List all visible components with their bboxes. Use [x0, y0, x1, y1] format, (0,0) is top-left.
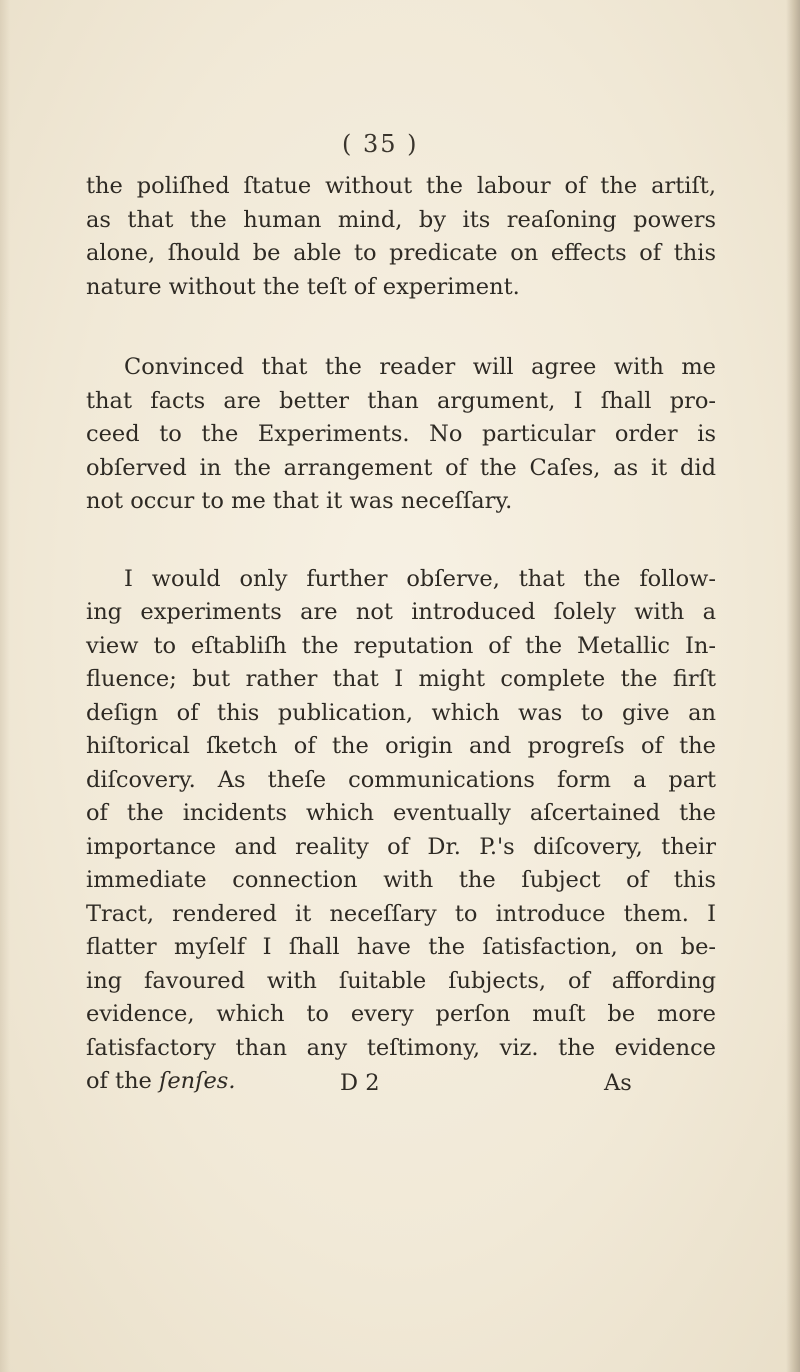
text-line: Tract, rendered it neceſſary to introduce them. I [86, 900, 716, 927]
text-line: Convinced that the reader will agree with me [124, 354, 716, 380]
text-line: alone, ſhould be able to predicate on effects of this [86, 240, 716, 266]
text-line: immediate connection with the ſubject of this [86, 867, 716, 893]
paragraph-spacer [86, 304, 716, 351]
paragraph-spacer [86, 519, 716, 563]
text-line: hiſtorical ſketch of the origin and progreſs of the [86, 733, 716, 759]
text-line: ing experiments are not introduced ſolely with a [86, 599, 716, 625]
text-line: diſcovery. As theſe communications form a part [86, 766, 716, 793]
body-text [86, 170, 716, 1099]
final-line-prefix: of the [86, 1068, 160, 1094]
text-line: the poliſhed ſtatue without the labour of the artiſt, [86, 173, 716, 199]
paragraph-3 [86, 563, 716, 1099]
text-line: importance and reality of Dr. P.'s diſcovery, their [86, 833, 716, 860]
text-line: that facts are better than argument, I ſhall pro- [86, 387, 716, 414]
text-line: ing favoured with ſuitable ſubjects, of affording [86, 967, 716, 994]
final-line-italic: ſenſes. [159, 1068, 236, 1094]
text-line: deſign of this publication, which was to give an [86, 699, 716, 726]
text-line: ceed to the Experiments. No particular order is [86, 421, 716, 447]
text-line: flatter myſelf I ſhall have the ſatisfaction, on be- [86, 934, 716, 960]
paragraph-1 [86, 170, 716, 304]
text-line: evidence, which to every perſon muſt be more [86, 1001, 716, 1027]
catchword: As [604, 1070, 632, 1096]
text-line: nature without the teſt of experiment. [86, 273, 520, 300]
page-right-edge [786, 0, 800, 1372]
text-line: of the incidents which eventually aſcertained the [86, 800, 716, 826]
signature-mark: D 2 [340, 1070, 380, 1096]
text-line: view to eſtabliſh the reputation of the Metallic In- [86, 632, 716, 659]
page-number: ( 35 ) [342, 130, 419, 158]
text-line: obſerved in the arrangement of the Caſes, as it did [86, 454, 716, 481]
page-left-edge [0, 0, 10, 1372]
paragraph-2 [86, 351, 716, 519]
page-footer [0, 1070, 800, 1104]
text-line: as that the human mind, by its reaſoning powers [86, 206, 716, 233]
text-line: not occur to me that it was neceſſary. [86, 488, 513, 514]
text-line: ſatisfactory than any teſtimony, viz. the evidence [86, 1034, 716, 1061]
text-line: I would only further obſerve, that the follow- [124, 565, 716, 592]
text-line: fluence; but rather that I might complete the firſt [86, 666, 716, 692]
